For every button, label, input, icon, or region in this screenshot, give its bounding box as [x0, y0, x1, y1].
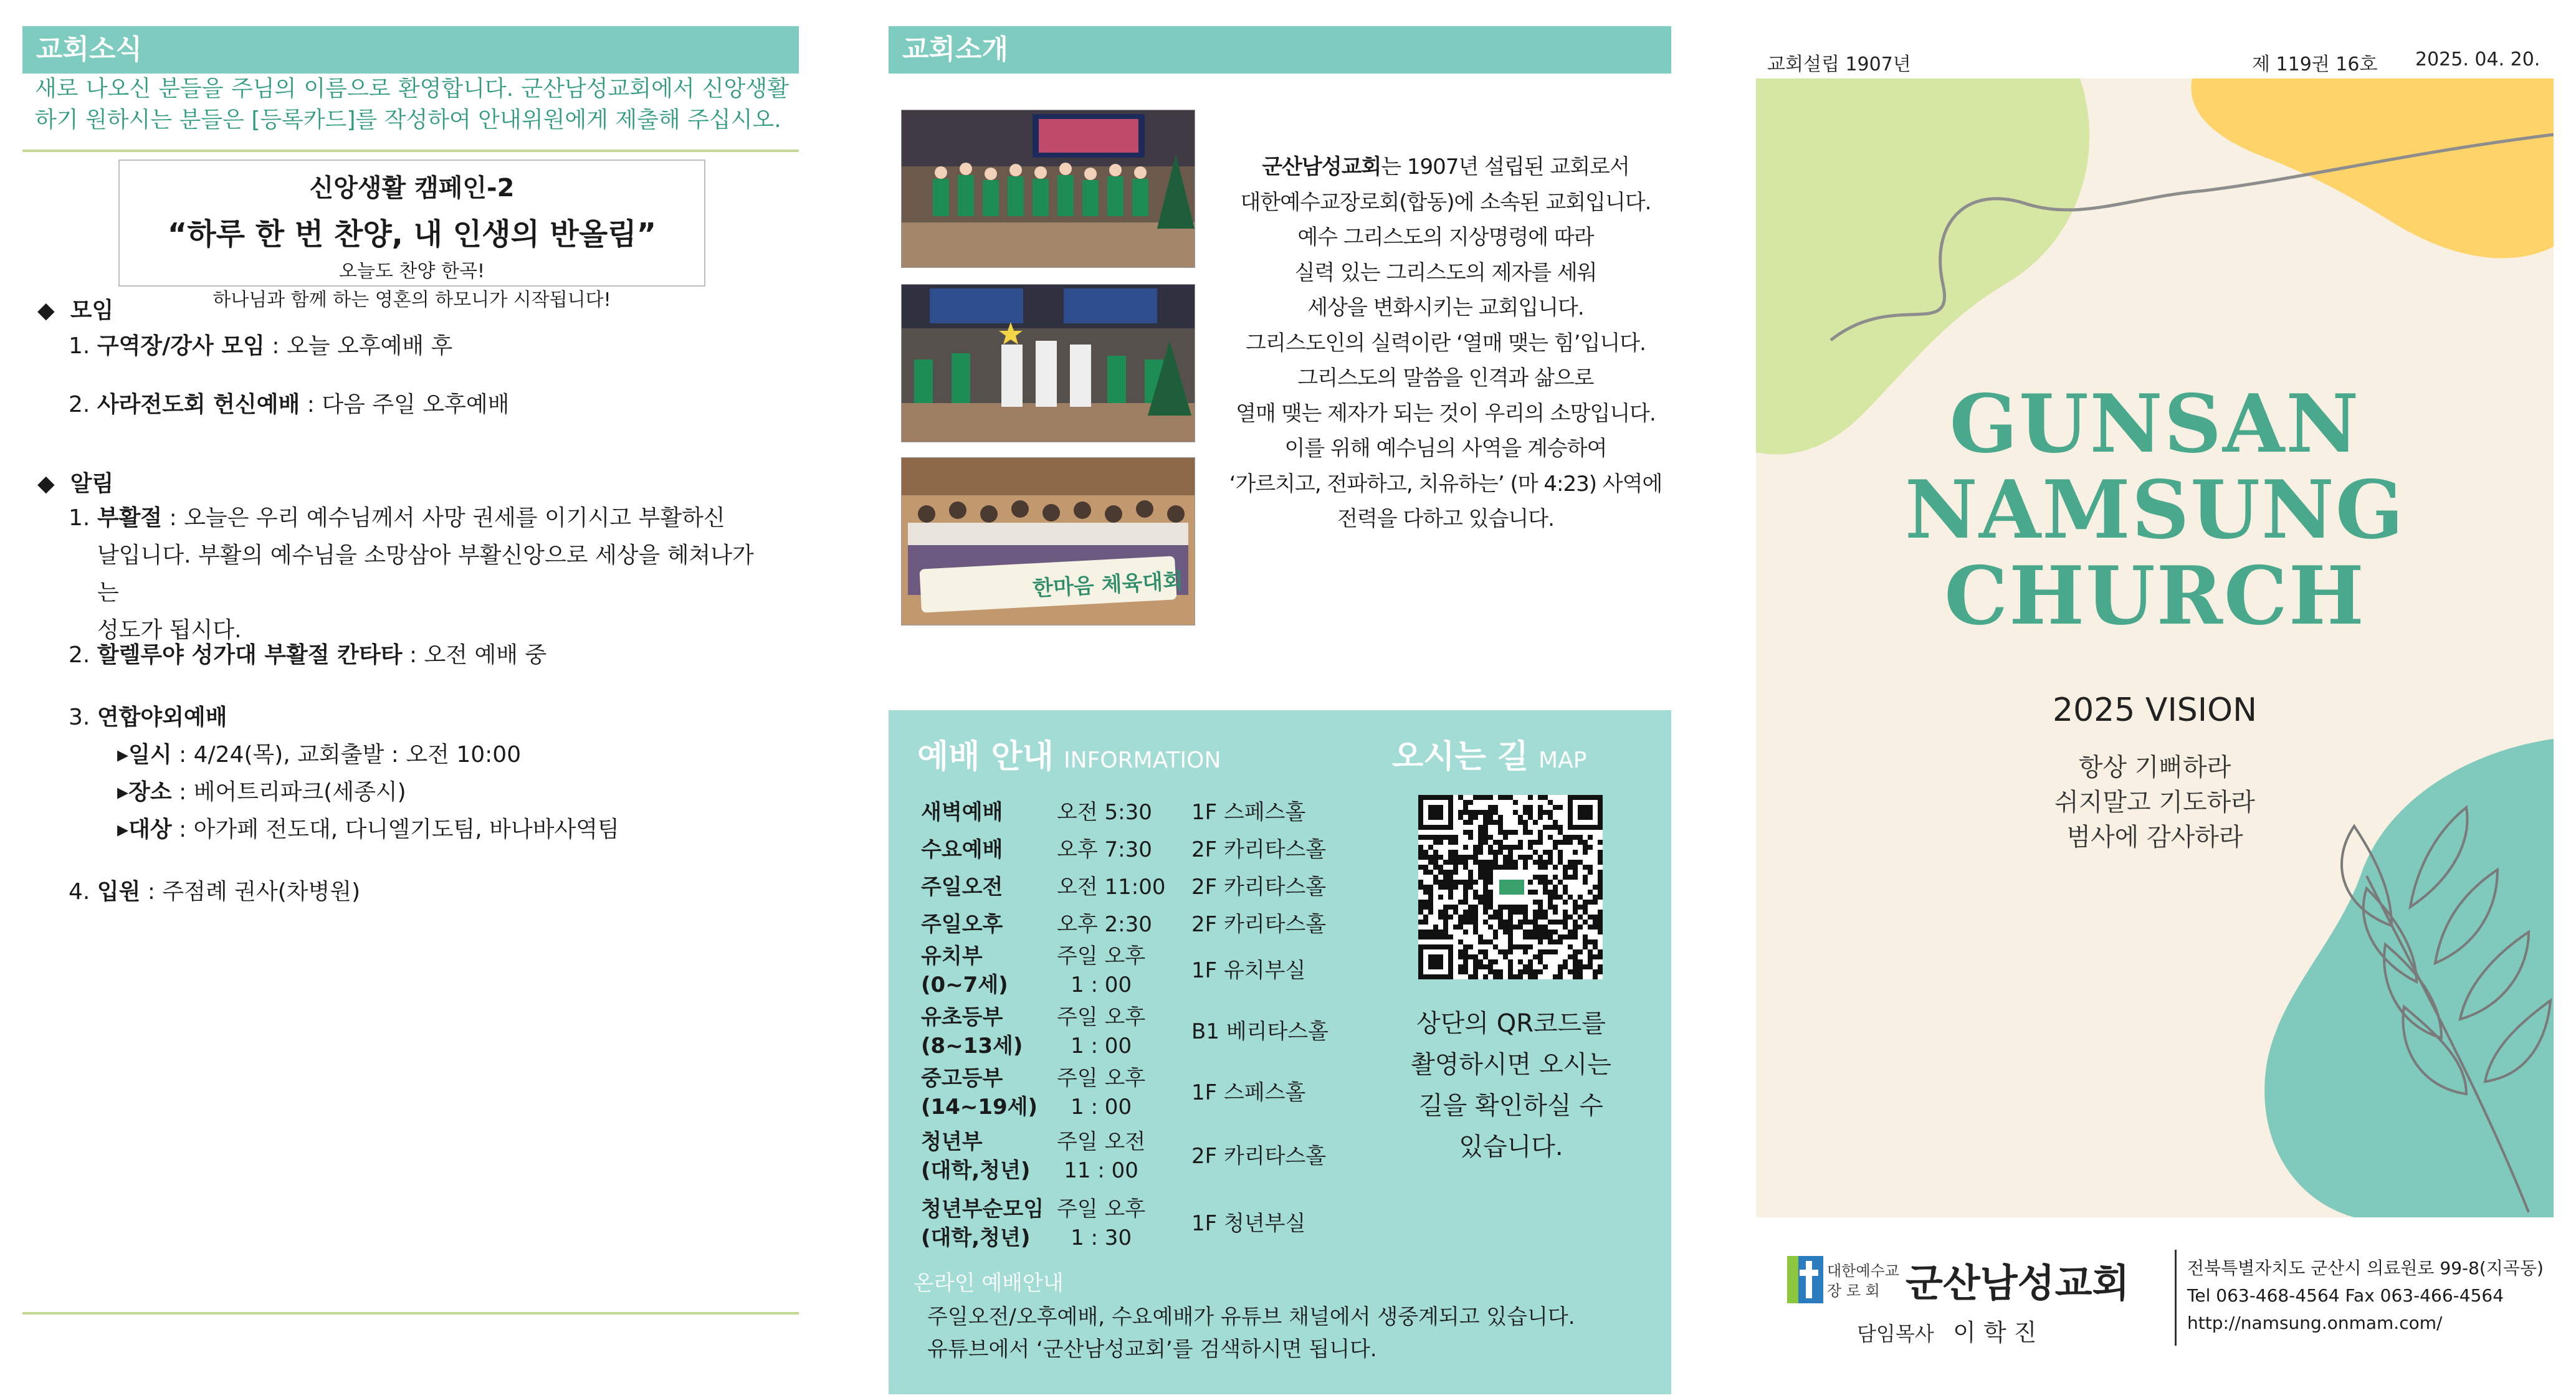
item-label: 할렐루야 성가대 부활절 칸타타	[97, 642, 403, 668]
about-line: 그리스도인의 실력이란 ‘열매 맺는 힘’입니다.	[1246, 330, 1646, 356]
cover-art	[1756, 78, 2554, 1217]
verse-line: 범사에 감사하라	[2066, 823, 2243, 852]
notice-item-3-target	[117, 811, 619, 849]
cross-logo-icon	[1787, 1256, 1823, 1303]
about-line: 전력을 다하고 있습니다.	[1337, 506, 1554, 531]
worship-name	[921, 794, 1003, 831]
worship-name-main: 주일오후	[921, 912, 1003, 937]
worship-place: 1F 스페스홀	[1191, 800, 1306, 825]
worship-time-main: 주일 오후	[1057, 944, 1146, 969]
map-instructions	[1377, 1003, 1645, 1167]
notice-item-1-line3: 성도가 됩시다.	[97, 617, 242, 643]
homepage-link[interactable]: http://namsung.onmam.com/	[2187, 1313, 2443, 1333]
yellow-blob	[2191, 78, 2554, 259]
about-line-1-text: 는 1907년 설립된 교회로서	[1381, 155, 1629, 179]
worship-time-main: 주일 오후	[1057, 1005, 1146, 1030]
about-line: 열매 맺는 제자가 되는 것이 우리의 소망입니다.	[1236, 401, 1656, 426]
worship-time	[1057, 1003, 1145, 1060]
item-number: 2.	[69, 642, 90, 668]
meeting-item-1	[69, 328, 452, 365]
church-photo-1	[901, 110, 1195, 268]
online-line-2: 유튜브에서 ‘군산남성교회’를 검색하시면 됩니다.	[927, 1337, 1377, 1362]
map-title	[1392, 730, 1586, 777]
contact-info	[2187, 1255, 2544, 1337]
sub-text: : 베어트리파크(세종시)	[171, 779, 406, 805]
worship-title	[917, 730, 1221, 777]
worship-time-sub: 1 : 00	[1071, 972, 1132, 997]
about-church-name: 군산남성교회	[1262, 155, 1381, 179]
worship-time-main: 오전 5:30	[1057, 800, 1152, 825]
worship-name-sub: (14~19세)	[921, 1095, 1038, 1120]
worship-name-main: 수요예배	[921, 837, 1003, 862]
photo3-banner-text: 한마음 체육대회	[1032, 568, 1184, 602]
notice-item-3	[69, 699, 227, 736]
item-number: 4.	[69, 879, 90, 905]
worship-name-main: 청년부	[921, 1129, 983, 1154]
founded-text: 교회설립 1907년	[1767, 54, 1911, 75]
worship-name-sub: (8~13세)	[921, 1034, 1023, 1058]
worship-place: 1F 스페스홀	[1191, 1080, 1306, 1105]
item-text: : 오늘은 우리 예수님께서 사망 권세를 이기시고 부활하신	[162, 505, 725, 531]
worship-name	[921, 942, 1008, 999]
decorative-blobs	[1756, 78, 2554, 1217]
worship-time-main: 오후 2:30	[1057, 912, 1152, 937]
worship-time	[1057, 906, 1152, 943]
address: 전북특별자치도 군산시 의료원로 99-8(지곡동)	[2187, 1258, 2544, 1278]
item-text: : 다음 주일 오후예배	[300, 392, 510, 417]
worship-name-main: 청년부순모임	[921, 1197, 1044, 1222]
worship-time	[1057, 831, 1152, 868]
title-line-1: GUNSAN	[1949, 378, 2360, 471]
verse-line: 항상 기뻐하라	[2078, 753, 2231, 782]
worship-time	[1057, 794, 1152, 831]
qr-code-icon	[1418, 795, 1603, 979]
about-line: 예수 그리스도의 지상명령에 따라	[1297, 225, 1594, 250]
intro-header: 교회소개	[889, 26, 1671, 74]
worship-place: 1F 청년부실	[1191, 1211, 1306, 1236]
worship-place: 2F 카리타스홀	[1191, 1144, 1327, 1169]
worship-place: 1F 유치부실	[1191, 958, 1306, 983]
worship-time-main: 주일 오전	[1057, 1129, 1146, 1154]
item-label: 구역장/강사 모임	[97, 333, 265, 359]
worship-name	[921, 1128, 1030, 1185]
about-line: 세상을 변화시키는 교회입니다.	[1307, 295, 1584, 320]
diamond-icon: ◆	[37, 298, 55, 323]
worship-place: B1 베리타스홀	[1191, 1019, 1329, 1044]
campaign-line2: 하나님과 함께 하는 영혼의 하모니가 시작됩니다!	[212, 289, 611, 311]
online-heading: 온라인 예배안내	[914, 1271, 1064, 1296]
about-line: 대한예수교장로회(합동)에 소속된 교회입니다.	[1240, 189, 1651, 215]
item-text: : 오전 예배 중	[402, 642, 547, 668]
about-line: 그리스도의 말씀을 인격과 삶으로	[1297, 366, 1594, 391]
worship-place: 2F 카리타스홀	[1191, 875, 1327, 900]
online-text	[927, 1301, 1656, 1366]
notice-heading-label: 알림	[70, 471, 114, 497]
pastor-label: 담임목사	[1857, 1322, 1934, 1346]
worship-time	[1057, 1064, 1145, 1121]
map-title-ko: 오시는 길	[1392, 738, 1529, 776]
worship-name	[921, 1003, 1023, 1060]
worship-time-sub: 11 : 00	[1064, 1158, 1138, 1183]
sub-text: : 4/24(목), 교회출발 : 오전 10:00	[171, 742, 522, 768]
worship-name-sub: (대학,청년)	[921, 1158, 1031, 1183]
item-number: 1.	[69, 333, 90, 359]
about-line-1	[1209, 150, 1682, 185]
church-about	[1209, 150, 1682, 537]
item-label: 부활절	[97, 505, 163, 531]
worship-name	[921, 1064, 1038, 1121]
denomination	[1827, 1261, 1899, 1301]
worship-time-sub: 1 : 30	[1071, 1225, 1132, 1250]
worship-name-main: 새벽예배	[921, 800, 1003, 825]
worship-time	[1057, 1128, 1145, 1185]
worship-time	[1057, 942, 1145, 999]
welcome-text: 새로 나오신 분들을 주님의 이름으로 환영합니다. 군산남성교회에서 신앙생활 하기 원하시는 분들은 [등록카드]를 작성하여 안내위원에게 제출해 주십시오.	[35, 76, 789, 133]
denomination-top: 대한예수교	[1827, 1262, 1899, 1280]
sub-text: : 아가페 전도대, 다니엘기도팀, 바나바사역팀	[171, 817, 619, 842]
worship-name	[921, 868, 1003, 906]
about-line: 실력 있는 그리스도의 제자를 세워	[1294, 260, 1597, 285]
worship-time	[1057, 1195, 1145, 1252]
footer-divider	[2175, 1250, 2177, 1346]
meeting-heading	[37, 293, 113, 325]
title-line-3: CHURCH	[1944, 549, 2365, 643]
item-number: 3.	[69, 705, 90, 730]
notice-item-2	[69, 637, 546, 674]
worship-time-main: 오후 7:30	[1057, 837, 1152, 862]
map-line: 길을 확인하실 수	[1419, 1091, 1603, 1120]
worship-name	[921, 906, 1003, 943]
divider-top	[22, 150, 799, 152]
issue-text: 제 119권 16호	[2252, 54, 2378, 75]
church-logo	[1787, 1256, 1823, 1303]
notice-item-4	[69, 873, 360, 911]
notice-heading	[37, 466, 113, 498]
map-line: 상단의 QR코드를	[1416, 1009, 1606, 1038]
worship-time-sub: 1 : 00	[1071, 1034, 1132, 1058]
worship-name-sub: (0~7세)	[921, 972, 1008, 997]
sub-label: ▸장소	[117, 779, 172, 805]
meeting-heading-label: 모임	[70, 298, 114, 323]
worship-place: 2F 카리타스홀	[1191, 912, 1327, 937]
campaign-box	[118, 159, 705, 311]
campaign-line1: 오늘도 찬양 한곡!	[339, 260, 485, 282]
campaign-slogan: “하루 한 번 찬양, 내 인생의 반올림”	[167, 217, 657, 252]
about-line: 이를 위해 예수님의 사역을 계승하여	[1284, 436, 1607, 461]
map-line: 촬영하시면 오시는	[1411, 1050, 1611, 1079]
sub-label: ▸대상	[117, 817, 172, 842]
verse-line: 쉬지말고 기도하라	[2054, 788, 2255, 817]
pastor	[1857, 1313, 2036, 1348]
worship-time-main: 주일 오후	[1057, 1197, 1146, 1222]
item-text: : 주점례 권사(차병원)	[140, 879, 361, 905]
worship-title-ko: 예배 안내	[917, 738, 1054, 776]
worship-title-en: INFORMATION	[1064, 748, 1221, 773]
worship-name	[921, 831, 1003, 868]
item-number: 2.	[69, 392, 90, 417]
worship-name-main: 유치부	[921, 944, 983, 969]
worship-time	[1057, 868, 1165, 906]
worship-name	[921, 1195, 1044, 1252]
church-photo-2	[901, 284, 1195, 442]
worship-time-main: 오전 11:00	[1057, 875, 1166, 900]
pastor-name: 이 학 진	[1953, 1319, 2037, 1346]
worship-time-main: 주일 오후	[1057, 1066, 1146, 1091]
worship-name-sub: (대학,청년)	[921, 1225, 1031, 1250]
worship-place: 2F 카리타스홀	[1191, 837, 1327, 862]
about-line: ‘가르치고, 전파하고, 치유하는’ (마 4:23) 사역에	[1229, 471, 1662, 497]
notice-item-1-line2: 날입니다. 부활의 예수님을 소망삼아 부활신앙으로 세상을 헤쳐나가는	[97, 543, 754, 606]
item-label: 입원	[97, 879, 141, 905]
church-photo-3	[901, 457, 1195, 625]
notice-item-1-line1	[69, 500, 773, 537]
notice-item-1	[69, 500, 773, 649]
worship-name-main: 유초등부	[921, 1005, 1003, 1030]
online-line-1: 주일오전/오후예배, 수요예배가 유튜브 채널에서 생중계되고 있습니다.	[927, 1305, 1575, 1329]
notice-item-3-place	[117, 774, 406, 811]
divider-bottom	[22, 1312, 799, 1315]
meeting-item-2	[69, 386, 509, 424]
title-line-2: NAMSUNG	[1904, 464, 2405, 557]
item-number: 1.	[69, 505, 90, 531]
worship-name-main: 중고등부	[921, 1066, 1003, 1091]
item-text: : 오늘 오후예배 후	[264, 333, 453, 359]
date-text: 2025. 04. 20.	[2415, 49, 2540, 70]
map-line: 있습니다.	[1459, 1133, 1563, 1161]
sub-label: ▸일시	[117, 742, 172, 768]
item-label: 사라전도회 헌신예배	[97, 392, 300, 417]
church-name-logo: 군산남성교회	[1906, 1260, 2130, 1306]
news-header: 교회소식	[22, 26, 799, 74]
item-label: 연합야외예배	[97, 705, 227, 730]
phone-fax: Tel 063-468-4564 Fax 063-466-4564	[2187, 1285, 2504, 1306]
worship-time-sub: 1 : 00	[1071, 1095, 1132, 1120]
vision-title: 2025 VISION	[2053, 692, 2257, 729]
diamond-icon: ◆	[37, 471, 55, 497]
cover-title	[1756, 378, 2554, 643]
vision-verses	[1756, 750, 2554, 855]
denomination-bottom: 장 로 회	[1827, 1282, 1880, 1300]
worship-name-main: 주일오전	[921, 875, 1003, 900]
qr-code[interactable]	[1418, 795, 1603, 979]
campaign-title: 신앙생활 캠페인-2	[309, 174, 515, 202]
notice-item-3-date	[117, 736, 521, 774]
map-title-en: MAP	[1538, 748, 1587, 773]
